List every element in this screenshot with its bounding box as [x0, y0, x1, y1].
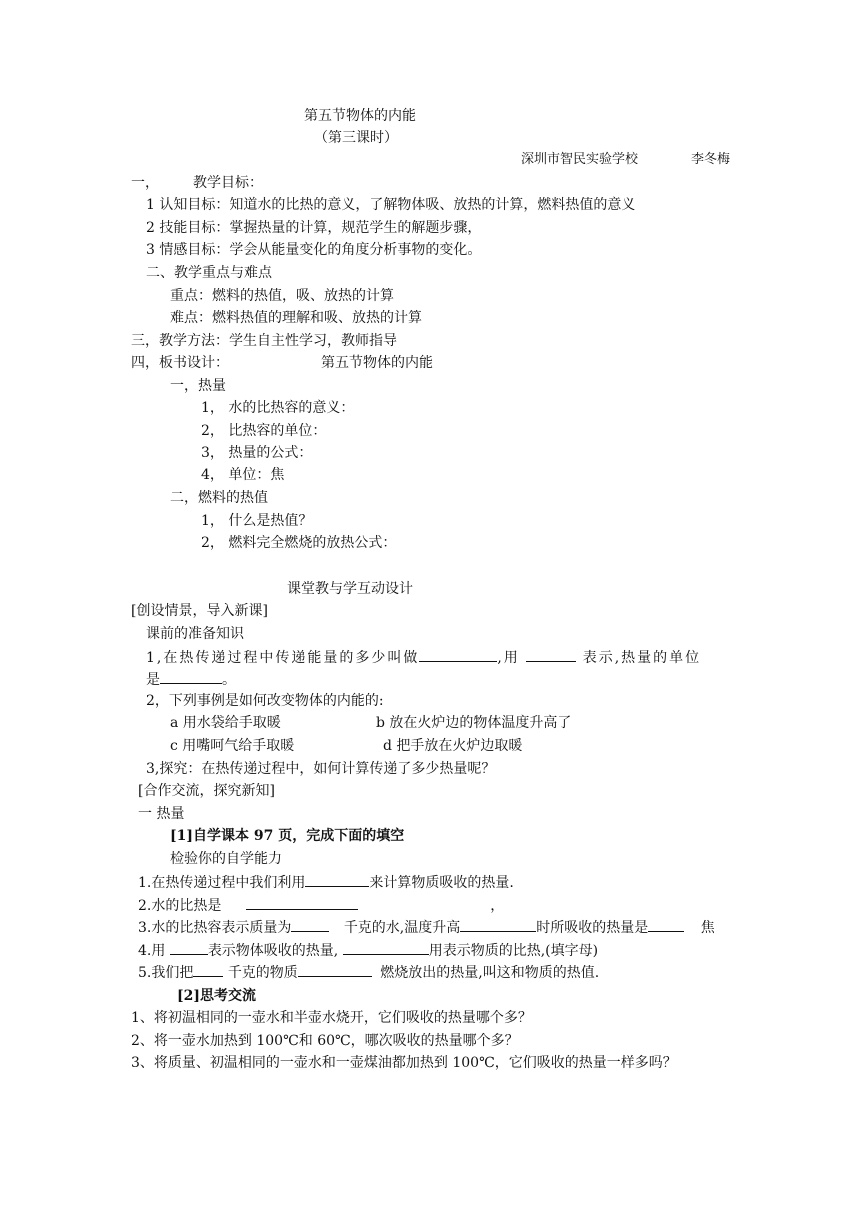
fill-text: 燃烧放出的热量,叫这和物质的热值. [380, 965, 600, 981]
answer-blank[interactable] [526, 647, 576, 662]
teaching-method: 三，教学方法：学生自主性学习，教师指导 [131, 333, 397, 349]
question-1-text: 是 [146, 672, 160, 688]
question-1-text: ,用 [497, 650, 520, 666]
keypoint-difficulty: 难点：燃料热值的理解和吸、放热的计算 [170, 310, 422, 326]
think-heading: [2]思考交流 [177, 988, 256, 1004]
fill-text: 表示物体吸收的热量, [207, 943, 339, 959]
objectives-heading: 教学目标： [193, 175, 263, 191]
fill-3 [138, 917, 715, 937]
question-1-text: 。 [222, 672, 236, 688]
fill-text: 千克的水,温度升高 [343, 920, 461, 936]
board-section-heat: 一，热量 [170, 378, 226, 394]
fill-text: 用表示物质的比热,(填字母) [428, 943, 599, 959]
answer-blank[interactable] [343, 940, 429, 955]
fill-text: 2.水的比热是 [138, 898, 222, 914]
option-a: a 用水袋给手取暖 [170, 715, 281, 731]
self-study-heading: [1]自学课本 97 页，完成下面的填空 [170, 828, 405, 844]
fill-text: 焦 [700, 920, 715, 936]
option-d: d 把手放在火炉边取暖 [383, 738, 523, 754]
intro-heading: [创设情景，导入新课] [131, 603, 268, 619]
question-1-line [146, 647, 701, 667]
option-c: c 用嘴呵气给手取暖 [170, 738, 295, 754]
option-b: b 放在火炉边的物体温度升高了 [376, 715, 572, 731]
self-check-label: 检验你的自学能力 [170, 851, 282, 867]
fill-text: 时所吸收的热量是 [536, 920, 649, 936]
fill-1 [138, 872, 514, 892]
question-3: 3,探究：在热传递过程中，如何计算传递了多少热量呢？ [146, 761, 496, 777]
keypoint-focus: 重点：燃料的热值，吸、放热的计算 [170, 288, 394, 304]
answer-blank[interactable] [160, 669, 222, 684]
objective-item: 3 情感目标：学会从能量变化的角度分析事物的变化。 [146, 242, 482, 258]
objective-item: 1 认知目标：知道水的比热的意义，了解物体吸、放热的计算，燃料热值的意义 [146, 197, 636, 213]
fill-text: 千克的物质 [227, 965, 298, 981]
fill-text: 4.用 [138, 943, 166, 959]
board-item: 2， 比热容的单位： [201, 423, 327, 439]
board-item: 1， 水的比热容的意义： [201, 400, 355, 416]
fill-text: 1.在热传递过程中我们利用 [138, 875, 306, 891]
prep-heading: 课前的准备知识 [146, 626, 244, 642]
board-item: 1， 什么是热值？ [201, 513, 313, 529]
objectives-number: 一， [131, 175, 159, 191]
board-section-fuel: 二，燃料的热值 [170, 490, 268, 506]
answer-blank[interactable] [246, 895, 358, 910]
heat-heading: 一 热量 [138, 806, 185, 822]
question-1-text: 1,在热传递过程中传递能量的多少叫做 [146, 650, 420, 666]
board-item: 4， 单位：焦 [201, 467, 285, 483]
fill-text: 来计算物质吸收的热量. [369, 875, 514, 891]
board-label: 四，板书设计： [131, 355, 229, 371]
think-item: 2、将一壶水加热到 100℃和 60℃，哪次吸收的热量哪个多？ [131, 1033, 519, 1049]
fill-text: ， [490, 898, 505, 914]
document-subtitle: （第三课时） [314, 130, 398, 146]
answer-blank[interactable] [648, 917, 684, 932]
question-1-cont [146, 669, 236, 689]
board-title: 第五节物体的内能 [321, 355, 433, 371]
board-item: 2， 燃料完全燃烧的放热公式： [201, 535, 397, 551]
answer-blank[interactable] [193, 962, 223, 977]
keypoints-heading: 二、教学重点与难点 [146, 265, 272, 281]
author-name: 李冬梅 [691, 152, 731, 167]
answer-blank[interactable] [305, 872, 369, 887]
document-title: 第五节物体的内能 [304, 108, 416, 124]
school-name: 深圳市智民实验学校 [521, 152, 639, 167]
answer-blank[interactable] [460, 917, 536, 932]
coop-heading: [合作交流，探究新知] [138, 783, 275, 799]
think-item: 3、将质量、初温相同的一壶水和一壶煤油都加热到 100℃，它们吸收的热量一样多吗？ [131, 1055, 677, 1071]
question-2: 2，下列事例是如何改变物体的内能的: [146, 693, 384, 709]
answer-blank[interactable] [291, 917, 329, 932]
fill-4 [138, 940, 598, 960]
objective-item: 2 技能目标：掌握热量的计算，规范学生的解题步骤， [146, 220, 482, 236]
fill-text: 5.我们把 [138, 965, 194, 981]
fill-text: 3.水的比热容表示质量为 [138, 920, 292, 936]
fill-2 [138, 895, 504, 915]
think-item: 1、将初温相同的一壶水和半壶水烧开，它们吸收的热量哪个多？ [131, 1010, 532, 1026]
answer-blank[interactable] [419, 647, 497, 662]
answer-blank[interactable] [298, 962, 372, 977]
question-1-text: 表示,热量的单位 [582, 650, 702, 666]
fill-5 [138, 962, 599, 982]
interactive-title: 课堂教与学互动设计 [287, 581, 413, 597]
board-item: 3， 热量的公式： [201, 445, 313, 461]
answer-blank[interactable] [170, 940, 208, 955]
